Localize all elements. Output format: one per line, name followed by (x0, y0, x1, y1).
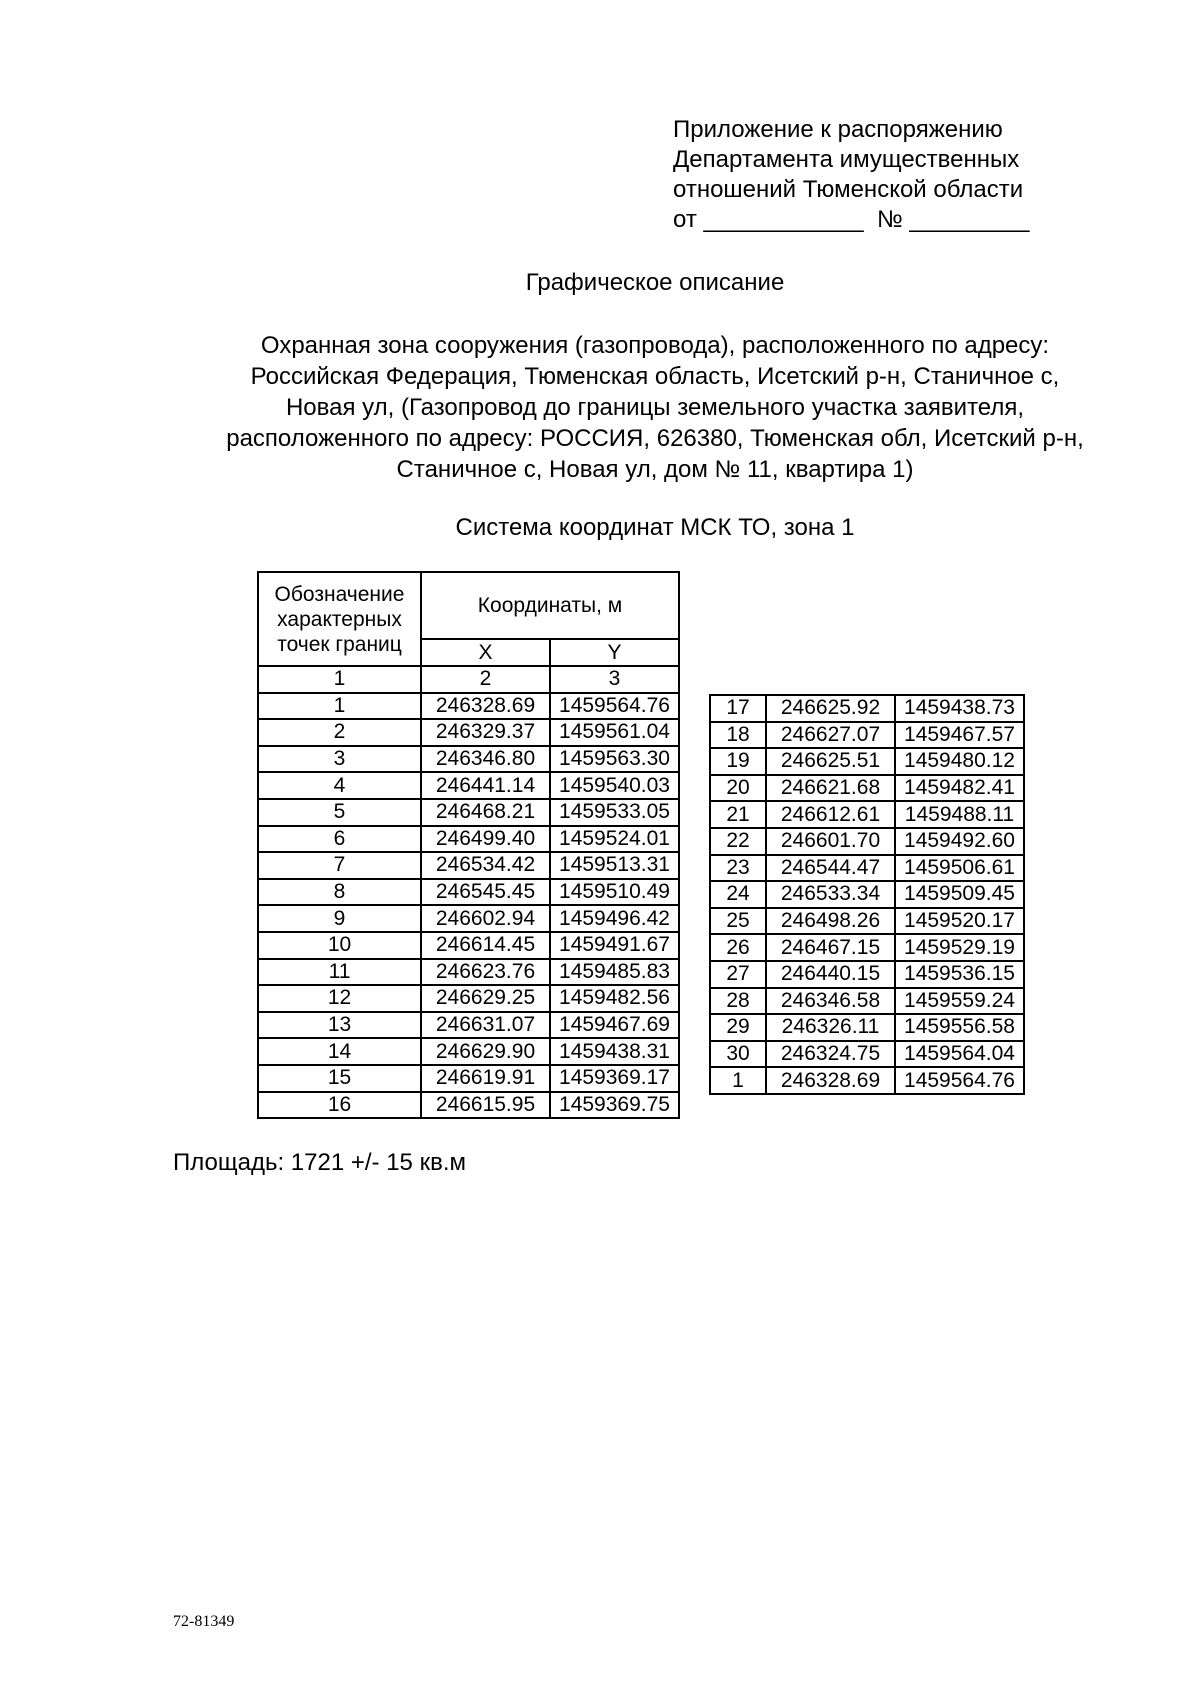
zone-description-line: Станичное с, Новая ул, дом № 11, квартира 1) (396, 456, 914, 483)
table-row (710, 881, 1024, 908)
point-number: 8 (258, 879, 421, 906)
table-row (258, 799, 679, 826)
appendix-line-3: отношений Тюменской области (673, 176, 1024, 203)
point-number: 28 (710, 988, 766, 1015)
x-coordinate: 246533.34 (766, 881, 895, 908)
zone-description-line: Российская Федерация, Тюменская область, Исетский р-н, Станичное с, (250, 363, 1060, 390)
x-coordinate: 246544.47 (766, 855, 895, 882)
point-number: 22 (710, 828, 766, 855)
y-coordinate: 1459520.17 (895, 908, 1024, 935)
x-coordinate: 246615.95 (421, 1092, 550, 1119)
table-row (258, 932, 679, 959)
x-coordinate: 246346.80 (421, 746, 550, 773)
x-coordinate: 246326.11 (766, 1014, 895, 1041)
zone-description (0, 330, 1200, 485)
table-row (710, 988, 1024, 1015)
header-coordinates: Координаты, м (421, 572, 679, 639)
y-coordinate: 1459482.41 (895, 775, 1024, 802)
y-coordinate: 1459564.76 (550, 693, 679, 720)
table-row (710, 1014, 1024, 1041)
point-number: 18 (710, 722, 766, 749)
column-number: 3 (550, 666, 679, 693)
point-number: 11 (258, 959, 421, 986)
y-coordinate: 1459533.05 (550, 799, 679, 826)
y-coordinate: 1459509.45 (895, 881, 1024, 908)
coordinates-table-right (709, 694, 1025, 1095)
table-row (710, 775, 1024, 802)
point-number: 2 (258, 719, 421, 746)
zone-description-line: Охранная зона сооружения (газопровода), расположенного по адресу: (260, 332, 1050, 359)
column-number: 2 (421, 666, 550, 693)
header-x: X (421, 639, 550, 666)
appendix-block (673, 115, 1030, 235)
table-row (710, 748, 1024, 775)
table-row (258, 1092, 679, 1119)
x-coordinate: 246328.69 (766, 1067, 895, 1094)
x-coordinate: 246440.15 (766, 961, 895, 988)
y-coordinate: 1459563.30 (550, 746, 679, 773)
x-coordinate: 246324.75 (766, 1041, 895, 1068)
point-number: 1 (258, 693, 421, 720)
point-number: 19 (710, 748, 766, 775)
x-coordinate: 246612.61 (766, 801, 895, 828)
x-coordinate: 246623.76 (421, 959, 550, 986)
point-number: 14 (258, 1038, 421, 1065)
header-y: Y (550, 639, 679, 666)
x-coordinate: 246441.14 (421, 772, 550, 799)
table-row (258, 719, 679, 746)
table-row (258, 1065, 679, 1092)
point-number: 17 (710, 695, 766, 722)
y-coordinate: 1459561.04 (550, 719, 679, 746)
y-coordinate: 1459482.56 (550, 985, 679, 1012)
table-row (258, 985, 679, 1012)
y-coordinate: 1459496.42 (550, 905, 679, 932)
y-coordinate: 1459524.01 (550, 826, 679, 853)
point-number: 20 (710, 775, 766, 802)
point-number: 6 (258, 826, 421, 853)
y-coordinate: 1459540.03 (550, 772, 679, 799)
point-number: 21 (710, 801, 766, 828)
y-coordinate: 1459513.31 (550, 852, 679, 879)
appendix-line-2: Департамента имущественных (673, 146, 1020, 173)
y-coordinate: 1459492.60 (895, 828, 1024, 855)
appendix-line-1: Приложение к распоряжению (673, 116, 1003, 143)
table-row (258, 905, 679, 932)
appendix-line-4: от ____________ № _________ (673, 206, 1030, 233)
x-coordinate: 246625.92 (766, 695, 895, 722)
y-coordinate: 1459488.11 (895, 801, 1024, 828)
table-row (258, 693, 679, 720)
y-coordinate: 1459506.61 (895, 855, 1024, 882)
point-number: 4 (258, 772, 421, 799)
y-coordinate: 1459529.19 (895, 934, 1024, 961)
table-row (710, 855, 1024, 882)
y-coordinate: 1459467.69 (550, 1012, 679, 1039)
point-number: 25 (710, 908, 766, 935)
zone-description-line: расположенного по адресу: РОССИЯ, 626380, Тюменская обл, Исетский р-н, (226, 425, 1084, 452)
table-row (258, 1038, 679, 1065)
y-coordinate: 1459491.67 (550, 932, 679, 959)
point-number: 16 (258, 1092, 421, 1119)
x-coordinate: 246627.07 (766, 722, 895, 749)
y-coordinate: 1459480.12 (895, 748, 1024, 775)
document-number: 72-81349 (173, 1613, 235, 1630)
point-number: 10 (258, 932, 421, 959)
point-number: 3 (258, 746, 421, 773)
table-row (710, 801, 1024, 828)
y-coordinate: 1459369.75 (550, 1092, 679, 1119)
x-coordinate: 246601.70 (766, 828, 895, 855)
x-coordinate: 246629.25 (421, 985, 550, 1012)
table-row (258, 772, 679, 799)
x-coordinate: 246629.90 (421, 1038, 550, 1065)
point-number: 30 (710, 1041, 766, 1068)
point-number: 5 (258, 799, 421, 826)
coordinates-table-left (257, 571, 680, 1119)
table-header-row (258, 572, 679, 639)
x-coordinate: 246467.15 (766, 934, 895, 961)
x-coordinate: 246346.58 (766, 988, 895, 1015)
point-number: 26 (710, 934, 766, 961)
point-number: 9 (258, 905, 421, 932)
y-coordinate: 1459559.24 (895, 988, 1024, 1015)
table-row (710, 1067, 1024, 1094)
point-number: 1 (710, 1067, 766, 1094)
x-coordinate: 246625.51 (766, 748, 895, 775)
x-coordinate: 246468.21 (421, 799, 550, 826)
point-number: 13 (258, 1012, 421, 1039)
zone-description-line: Новая ул, (Газопровод до границы земельного участка заявителя, (285, 394, 1025, 421)
x-coordinate: 246534.42 (421, 852, 550, 879)
x-coordinate: 246619.91 (421, 1065, 550, 1092)
point-number: 29 (710, 1014, 766, 1041)
point-number: 24 (710, 881, 766, 908)
y-coordinate: 1459536.15 (895, 961, 1024, 988)
x-coordinate: 246631.07 (421, 1012, 550, 1039)
y-coordinate: 1459564.76 (895, 1067, 1024, 1094)
point-number: 15 (258, 1065, 421, 1092)
area-text: Площадь: 1721 +/- 15 кв.м (173, 1149, 466, 1176)
y-coordinate: 1459438.73 (895, 695, 1024, 722)
x-coordinate: 246602.94 (421, 905, 550, 932)
table-row (258, 1012, 679, 1039)
table-row (710, 1041, 1024, 1068)
point-number: 7 (258, 852, 421, 879)
table-row (710, 828, 1024, 855)
point-number: 23 (710, 855, 766, 882)
x-coordinate: 246499.40 (421, 826, 550, 853)
x-coordinate: 246614.45 (421, 932, 550, 959)
x-coordinate: 246329.37 (421, 719, 550, 746)
table-row (710, 908, 1024, 935)
y-coordinate: 1459485.83 (550, 959, 679, 986)
y-coordinate: 1459556.58 (895, 1014, 1024, 1041)
coordinate-system: Система координат МСК ТО, зона 1 (455, 514, 855, 541)
table-row (258, 852, 679, 879)
y-coordinate: 1459467.57 (895, 722, 1024, 749)
y-coordinate: 1459510.49 (550, 879, 679, 906)
point-number: 27 (710, 961, 766, 988)
table-row (258, 879, 679, 906)
x-coordinate: 246498.26 (766, 908, 895, 935)
table-row (710, 934, 1024, 961)
y-coordinate: 1459369.17 (550, 1065, 679, 1092)
table-row (710, 961, 1024, 988)
x-coordinate: 246328.69 (421, 693, 550, 720)
document-title: Графическое описание (525, 269, 785, 296)
x-coordinate: 246545.45 (421, 879, 550, 906)
table-row (710, 695, 1024, 722)
y-coordinate: 1459438.31 (550, 1038, 679, 1065)
column-number: 1 (258, 666, 421, 693)
table-row (710, 722, 1024, 749)
header-point-designation: Обозначение характерных точек границ (258, 572, 421, 666)
point-number: 12 (258, 985, 421, 1012)
table-row (258, 826, 679, 853)
y-coordinate: 1459564.04 (895, 1041, 1024, 1068)
table-row (258, 746, 679, 773)
table-row (258, 959, 679, 986)
x-coordinate: 246621.68 (766, 775, 895, 802)
table-column-number-row (258, 666, 679, 693)
